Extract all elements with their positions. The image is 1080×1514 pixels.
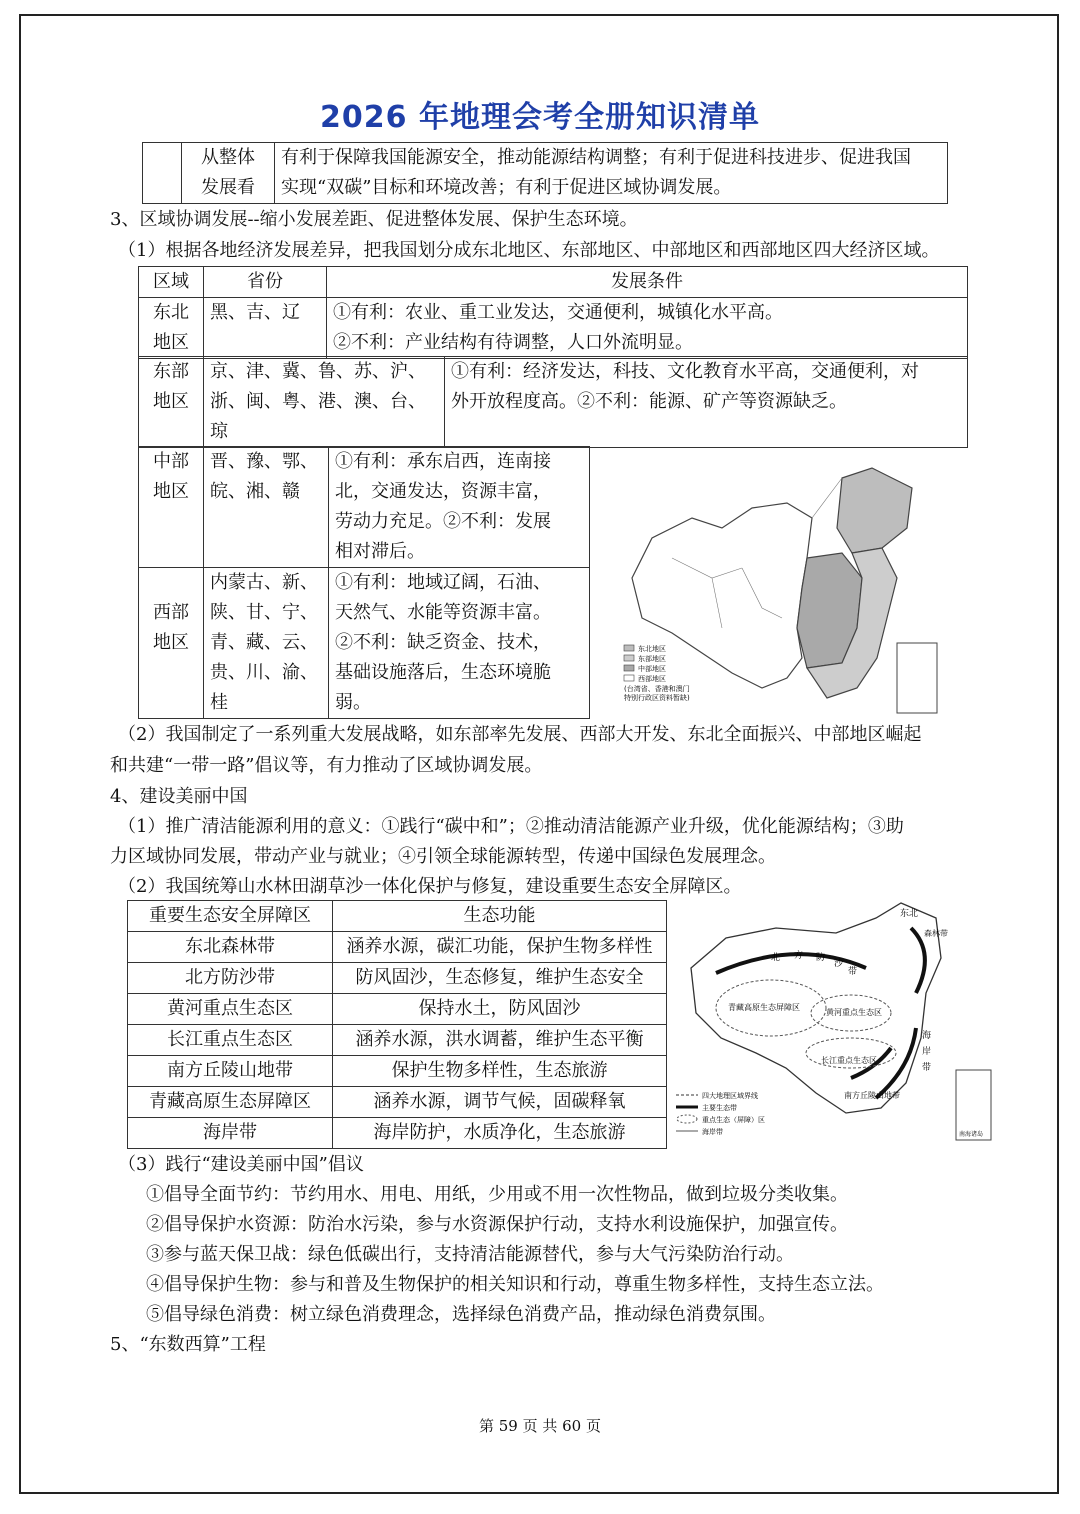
map-label: 岸 <box>922 1047 932 1057</box>
legend-label: 中部地区 <box>638 665 666 673</box>
map-label: 南方丘陵山地带 <box>844 1091 900 1100</box>
table-cell: 浙、闽、粤、港、澳、台、 <box>210 391 426 412</box>
map-label: 海 <box>922 1031 932 1041</box>
table-row <box>128 1056 667 1087</box>
initiative-item: ③参与蓝天保卫战：绿色低碳出行，支持清洁能源替代，参与大气污染防治行动。 <box>146 1244 794 1265</box>
map-label: 青藏高原生态屏障区 <box>728 1003 800 1012</box>
table-cell: ①有利：承东启西，连南接 <box>335 451 551 472</box>
map-note: (台湾省、香港和澳门 <box>624 685 690 693</box>
table-row <box>128 963 667 994</box>
table-cell: ①有利：地域辽阔，石油、 <box>335 572 551 593</box>
table-cell: 东北森林带 <box>128 932 333 963</box>
section-4-heading: 4、建设美丽中国 <box>110 786 248 807</box>
table-cell: 发展看 <box>201 177 255 198</box>
table-header: 省份 <box>204 267 327 298</box>
table-cell: 北，交通发达，资源丰富， <box>335 481 551 502</box>
page-title: 2026 年地理会考全册知识清单 <box>320 100 760 135</box>
table-cell: 有利于保障我国能源安全，推动能源结构调整；有利于促进科技进步、促进我国 <box>281 147 911 168</box>
map-label: 方 <box>794 951 804 961</box>
section-4-paragraph-1-cont: 力区域协同发展，带动产业与就业；④引领全球能源转型，传递中国绿色发展理念。 <box>110 846 776 867</box>
table-cell: ①有利：农业、重工业发达，交通便利，城镇化水平高。 <box>333 302 783 323</box>
table-cell: 青藏高原生态屏障区 <box>128 1087 333 1118</box>
legend-label: 海岸带 <box>702 1128 723 1136</box>
table-cell: 实现“双碳”目标和环境改善；有利于促进区域协调发展。 <box>281 177 732 198</box>
table-cell: ②不利：产业结构有待调整，人口外流明显。 <box>333 332 693 353</box>
table-cell: 桂 <box>210 692 228 713</box>
table-cell: 从整体 <box>201 147 255 168</box>
table-row <box>139 447 590 568</box>
map-label: 东北 <box>900 909 919 919</box>
map-label: 南海诸岛 <box>959 1131 984 1138</box>
table-cell: 地区 <box>153 332 189 353</box>
table-cell: 涵养水源，洪水调蓄，维护生态平衡 <box>333 1025 667 1056</box>
table-cell: 弱。 <box>335 692 371 713</box>
initiative-item: ⑤倡导绿色消费：树立绿色消费理念，选择绿色消费产品，推动绿色消费氛围。 <box>146 1304 776 1325</box>
table-cell: 琼 <box>210 421 228 442</box>
table-cell: 保护生物多样性，生态旅游 <box>333 1056 667 1087</box>
map-label: 带 <box>922 1063 932 1073</box>
table-cell: 防风固沙，生态修复，维护生态安全 <box>333 963 667 994</box>
initiative-item: ①倡导全面节约：节约用水、用电、用纸，少用或不用一次性物品，做到垃圾分类收集。 <box>146 1184 848 1205</box>
table-cell: ②不利：缺乏资金、技术， <box>335 632 551 653</box>
table-cell: 西部 <box>153 602 189 623</box>
page-footer: 第 59 页 共 60 页 <box>478 1417 601 1435</box>
map-label: 沙 <box>834 959 844 969</box>
legend-label: 东部地区 <box>638 655 666 663</box>
table-cell: 内蒙古、新、 <box>210 572 318 593</box>
map-note: 特别行政区资料暂缺) <box>624 694 690 702</box>
table-header: 生态功能 <box>333 901 667 932</box>
table-cell: 涵养水源，调节气候，固碳释氧 <box>333 1087 667 1118</box>
table-cell: 青、藏、云、 <box>210 632 318 653</box>
table-cell: 东北 <box>153 302 189 323</box>
legend-label: 四大地理区域界线 <box>702 1092 758 1100</box>
table-cell: 地区 <box>153 632 189 653</box>
table-row <box>128 994 667 1025</box>
section-3-paragraph-1: （1）根据各地经济发展差异，把我国划分成东北地区、东部地区、中部地区和西部地区四大经济区域。 <box>118 240 940 261</box>
table-cell: 黄河重点生态区 <box>128 994 333 1025</box>
section-3-heading: 3、区域协调发展--缩小发展差距、促进整体发展、保护生态环境。 <box>110 209 638 230</box>
eco-barrier-table <box>127 900 667 1149</box>
map-label: 北 <box>771 953 781 963</box>
map-label: 带 <box>848 967 858 977</box>
table-row <box>128 1118 667 1149</box>
table-cell: 外开放程度高。②不利：能源、矿产等资源缺乏。 <box>451 391 847 412</box>
section-4-paragraph-1: （1）推广清洁能源利用的意义：①践行“碳中和”；②推动清洁能源产业升级，优化能源结构；③助 <box>118 816 904 837</box>
table-cell: 皖、湘、赣 <box>210 481 300 502</box>
section-3-paragraph-2: （2）我国制定了一系列重大发展战略，如东部率先发展、西部大开发、东北全面振兴、中部地区崛起 <box>118 724 922 745</box>
section-4-paragraph-2: （2）我国统筹山水林田湖草沙一体化保护与修复，建设重要生态安全屏障区。 <box>118 876 742 897</box>
map-label: 防 <box>816 953 826 963</box>
table-row <box>128 1025 667 1056</box>
legend-label: 西部地区 <box>638 675 666 683</box>
table-cell: 地区 <box>153 391 189 412</box>
map-label: 长江重点生态区 <box>821 1056 877 1065</box>
table-row <box>128 1087 667 1118</box>
table-cell: 相对滞后。 <box>335 541 425 562</box>
table-cell: 长江重点生态区 <box>128 1025 333 1056</box>
table-cell: 海岸带 <box>128 1118 333 1149</box>
section-3-paragraph-2-cont: 和共建“一带一路”倡议等，有力推动了区域协调发展。 <box>110 755 543 776</box>
table-cell: 陕、甘、宁、 <box>210 602 318 623</box>
table-header: 发展条件 <box>327 267 968 298</box>
legend-label: 主要生态带 <box>702 1104 737 1112</box>
table-cell: 保持水土，防风固沙 <box>333 994 667 1025</box>
initiative-item: ②倡导保护水资源：防治水污染，参与水资源保护行动，支持水利设施保护，加强宣传。 <box>146 1214 848 1235</box>
section-4-paragraph-3: （3）践行“建设美丽中国”倡议 <box>118 1154 364 1175</box>
legend-label: 重点生态（屏障）区 <box>702 1116 765 1124</box>
map-region-northeast <box>837 468 912 553</box>
table-row <box>139 357 968 448</box>
map-label: 黄河重点生态区 <box>826 1008 882 1017</box>
table-cell: 贵、川、渝、 <box>210 662 318 683</box>
table-cell: 中部 <box>153 451 189 472</box>
table-cell: 东部 <box>153 361 189 382</box>
region-table-east <box>138 356 968 448</box>
table-cell: 地区 <box>153 481 189 502</box>
table-cell: 晋、豫、鄂、 <box>210 451 318 472</box>
table-row <box>139 298 968 359</box>
table-header: 重要生态安全屏障区 <box>128 901 333 932</box>
economic-regions-map <box>612 458 942 720</box>
eco-barrier-map <box>676 898 996 1143</box>
table-cell: 涵养水源，碳汇功能，保护生物多样性 <box>333 932 667 963</box>
table-header: 区域 <box>139 267 204 298</box>
region-table <box>138 266 968 359</box>
region-table-central-west <box>138 446 590 719</box>
table-cell: 基础设施落后，生态环境脆 <box>335 662 551 683</box>
table-row <box>128 932 667 963</box>
table-cell: 劳动力充足。②不利：发展 <box>335 511 551 532</box>
table-cell: 南方丘陵山地带 <box>128 1056 333 1087</box>
section-5-heading: 5、“东数西算”工程 <box>110 1334 266 1355</box>
table-cell: 黑、吉、辽 <box>210 302 300 323</box>
overall-development-table <box>142 142 948 204</box>
table-cell: 海岸防护，水质净化，生态旅游 <box>333 1118 667 1149</box>
table-cell: 北方防沙带 <box>128 963 333 994</box>
map-label: 森林带 <box>924 929 948 938</box>
legend-label: 东北地区 <box>638 645 666 653</box>
table-cell: 天然气、水能等资源丰富。 <box>335 602 551 623</box>
table-cell: ①有利：经济发达，科技、文化教育水平高，交通便利，对 <box>451 361 919 382</box>
table-cell: 京、津、冀、鲁、苏、沪、 <box>210 361 426 382</box>
initiative-item: ④倡导保护生物：参与和普及生物保护的相关知识和行动，尊重生物多样性，支持生态立法。 <box>146 1274 884 1295</box>
table-row <box>139 568 590 719</box>
